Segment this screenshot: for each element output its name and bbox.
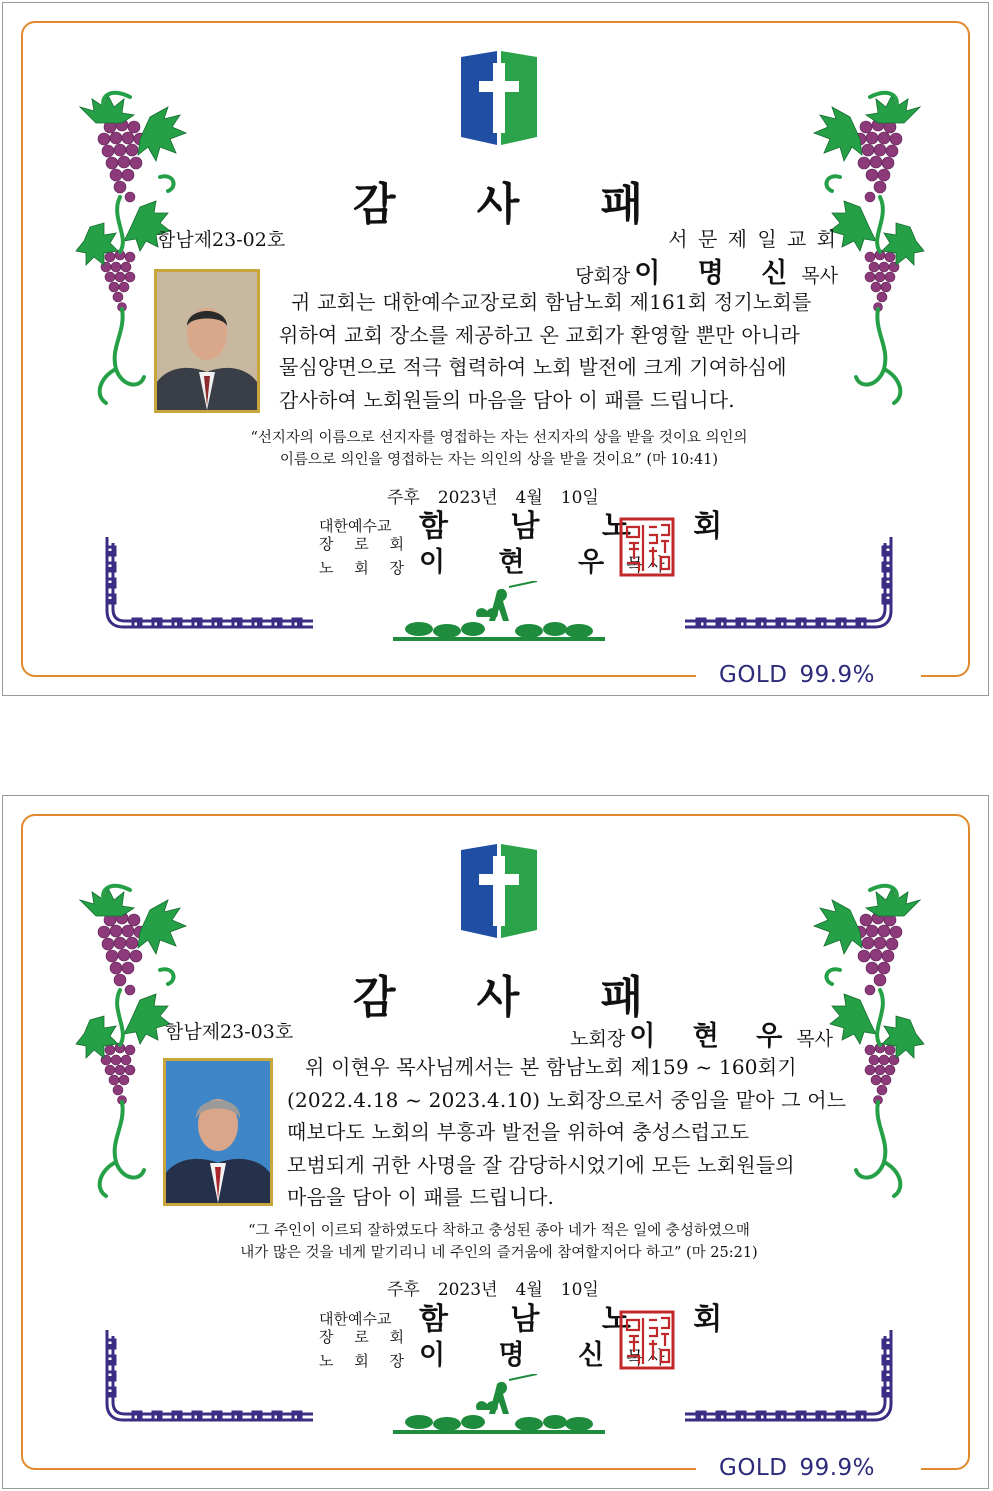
verse-line: “선지자의 이름으로 선지자를 영접하는 자는 선지자의 상을 받을 것이요 의인의 [250,430,748,446]
plaque-2 [2,795,989,1489]
recipient-photo [154,269,260,413]
title-char: 사 [476,972,520,1023]
citation-line: 마음을 담아 이 패를 드립니다. [287,1185,555,1209]
president-suffix: 목사 [626,555,669,576]
title-char: 감 [353,972,396,1023]
president-suffix: 목사 [626,1348,669,1369]
president-name: 이 명 신 [419,1340,627,1371]
denomination-sub: 장 로 회 [319,535,413,553]
title-char: 사 [476,179,520,230]
citation-body [279,286,843,416]
cross-book-logo-icon [459,49,539,149]
signature-block [319,1302,749,1378]
president-name: 이 현 우 [419,547,627,578]
denomination-sub: 장 로 회 [319,1328,413,1346]
citation-line: 감사하여 노회원들의 마음을 담아 이 패를 드립니다. [279,387,735,412]
citation-line: 때보다도 노회의 부흥과 발전을 위하여 충성스럽고도 [287,1120,750,1144]
title-char: 감 [353,179,396,230]
citation-line: 위하여 교회 장소를 제공하고 온 교회가 환영할 뿐만 아니라 [279,322,800,347]
citation-line: (2022.4.18 ~ 2023.4.10) 노회장으로서 중임을 맡아 그 어느 [287,1087,847,1112]
title-char: 패 [600,972,643,1023]
presbytery-name: 함 남 노 회 [419,1302,749,1337]
recipient-church: 서 문 제 일 교 회 [668,227,838,251]
citation-line: 귀 교회는 대한예수교장로회 함남노회 제161회 정기노회를 [291,290,812,314]
citation-line: 모범되게 귀한 사명을 잘 감당하시었기에 모든 노회원들의 [287,1152,795,1177]
gold-label: GOLD [719,662,788,688]
signature-block [319,509,749,585]
award-date: 주후 2023년 4월 10일 [387,488,599,508]
award-date: 주후 2023년 4월 10일 [387,1280,599,1300]
signatory-title: 노 회 장 [319,559,413,577]
recipient-line [570,1014,833,1053]
recipient-role: 노회장 [570,1028,626,1050]
official-seal-icon [619,1310,675,1370]
shepherd-flock-icon [389,581,609,649]
verse-line: 이름으로 의인을 영접하는 자는 의인의 상을 받을 것이요” (마 10:41) [279,452,719,468]
meander-border-left-icon [103,533,315,633]
recipient-name: 이 현 우 [629,1021,797,1052]
recipient-line [575,251,838,290]
meander-border-right-icon [683,533,895,633]
official-seal-icon [619,517,675,577]
meander-border-left-icon [103,1326,315,1426]
cross-book-logo-icon [459,842,539,942]
recipient-name: 이 명 신 [634,258,802,289]
gold-label: GOLD [719,1455,788,1481]
gold-purity-mark [719,1455,875,1481]
recipient-suffix: 목사 [801,265,838,287]
plaque-title [353,168,643,232]
recipient-suffix: 목사 [796,1028,833,1050]
citation-line: 위 이현우 목사님께서는 본 함남노회 제159 ~ 160회기 [305,1055,797,1079]
gold-purity-mark [719,662,875,688]
gold-purity: 99.9% [799,662,876,688]
serial-number: 함남제23-02호 [157,229,286,251]
scripture-verse [143,427,855,471]
serial-number: 함남제23-03호 [165,1021,294,1043]
verse-line: 내가 많은 것을 네게 맡기리니 네 주인의 즐거움에 참여할지어다 하고” (마 25:21) [240,1245,758,1261]
plaque-1 [2,2,989,696]
recipient-photo [163,1058,273,1206]
title-char: 패 [600,179,643,230]
presbytery-name: 함 남 노 회 [419,509,749,544]
scripture-verse [143,1220,855,1264]
verse-line: “그 주인이 이르되 잘하였도다 착하고 충성된 종아 네가 적은 일에 충성하였으매 [248,1223,750,1239]
denomination: 대한예수교 [319,517,392,535]
recipient-role: 당회장 [575,265,631,287]
citation-line: 물심양면으로 적극 협력하여 노회 발전에 크게 기여하심에 [279,355,787,379]
gold-purity: 99.9% [799,1455,876,1481]
signatory-title: 노 회 장 [319,1352,413,1370]
meander-border-right-icon [683,1326,895,1426]
shepherd-flock-icon [389,1374,609,1442]
citation-body [287,1051,847,1214]
denomination: 대한예수교 [319,1310,392,1328]
